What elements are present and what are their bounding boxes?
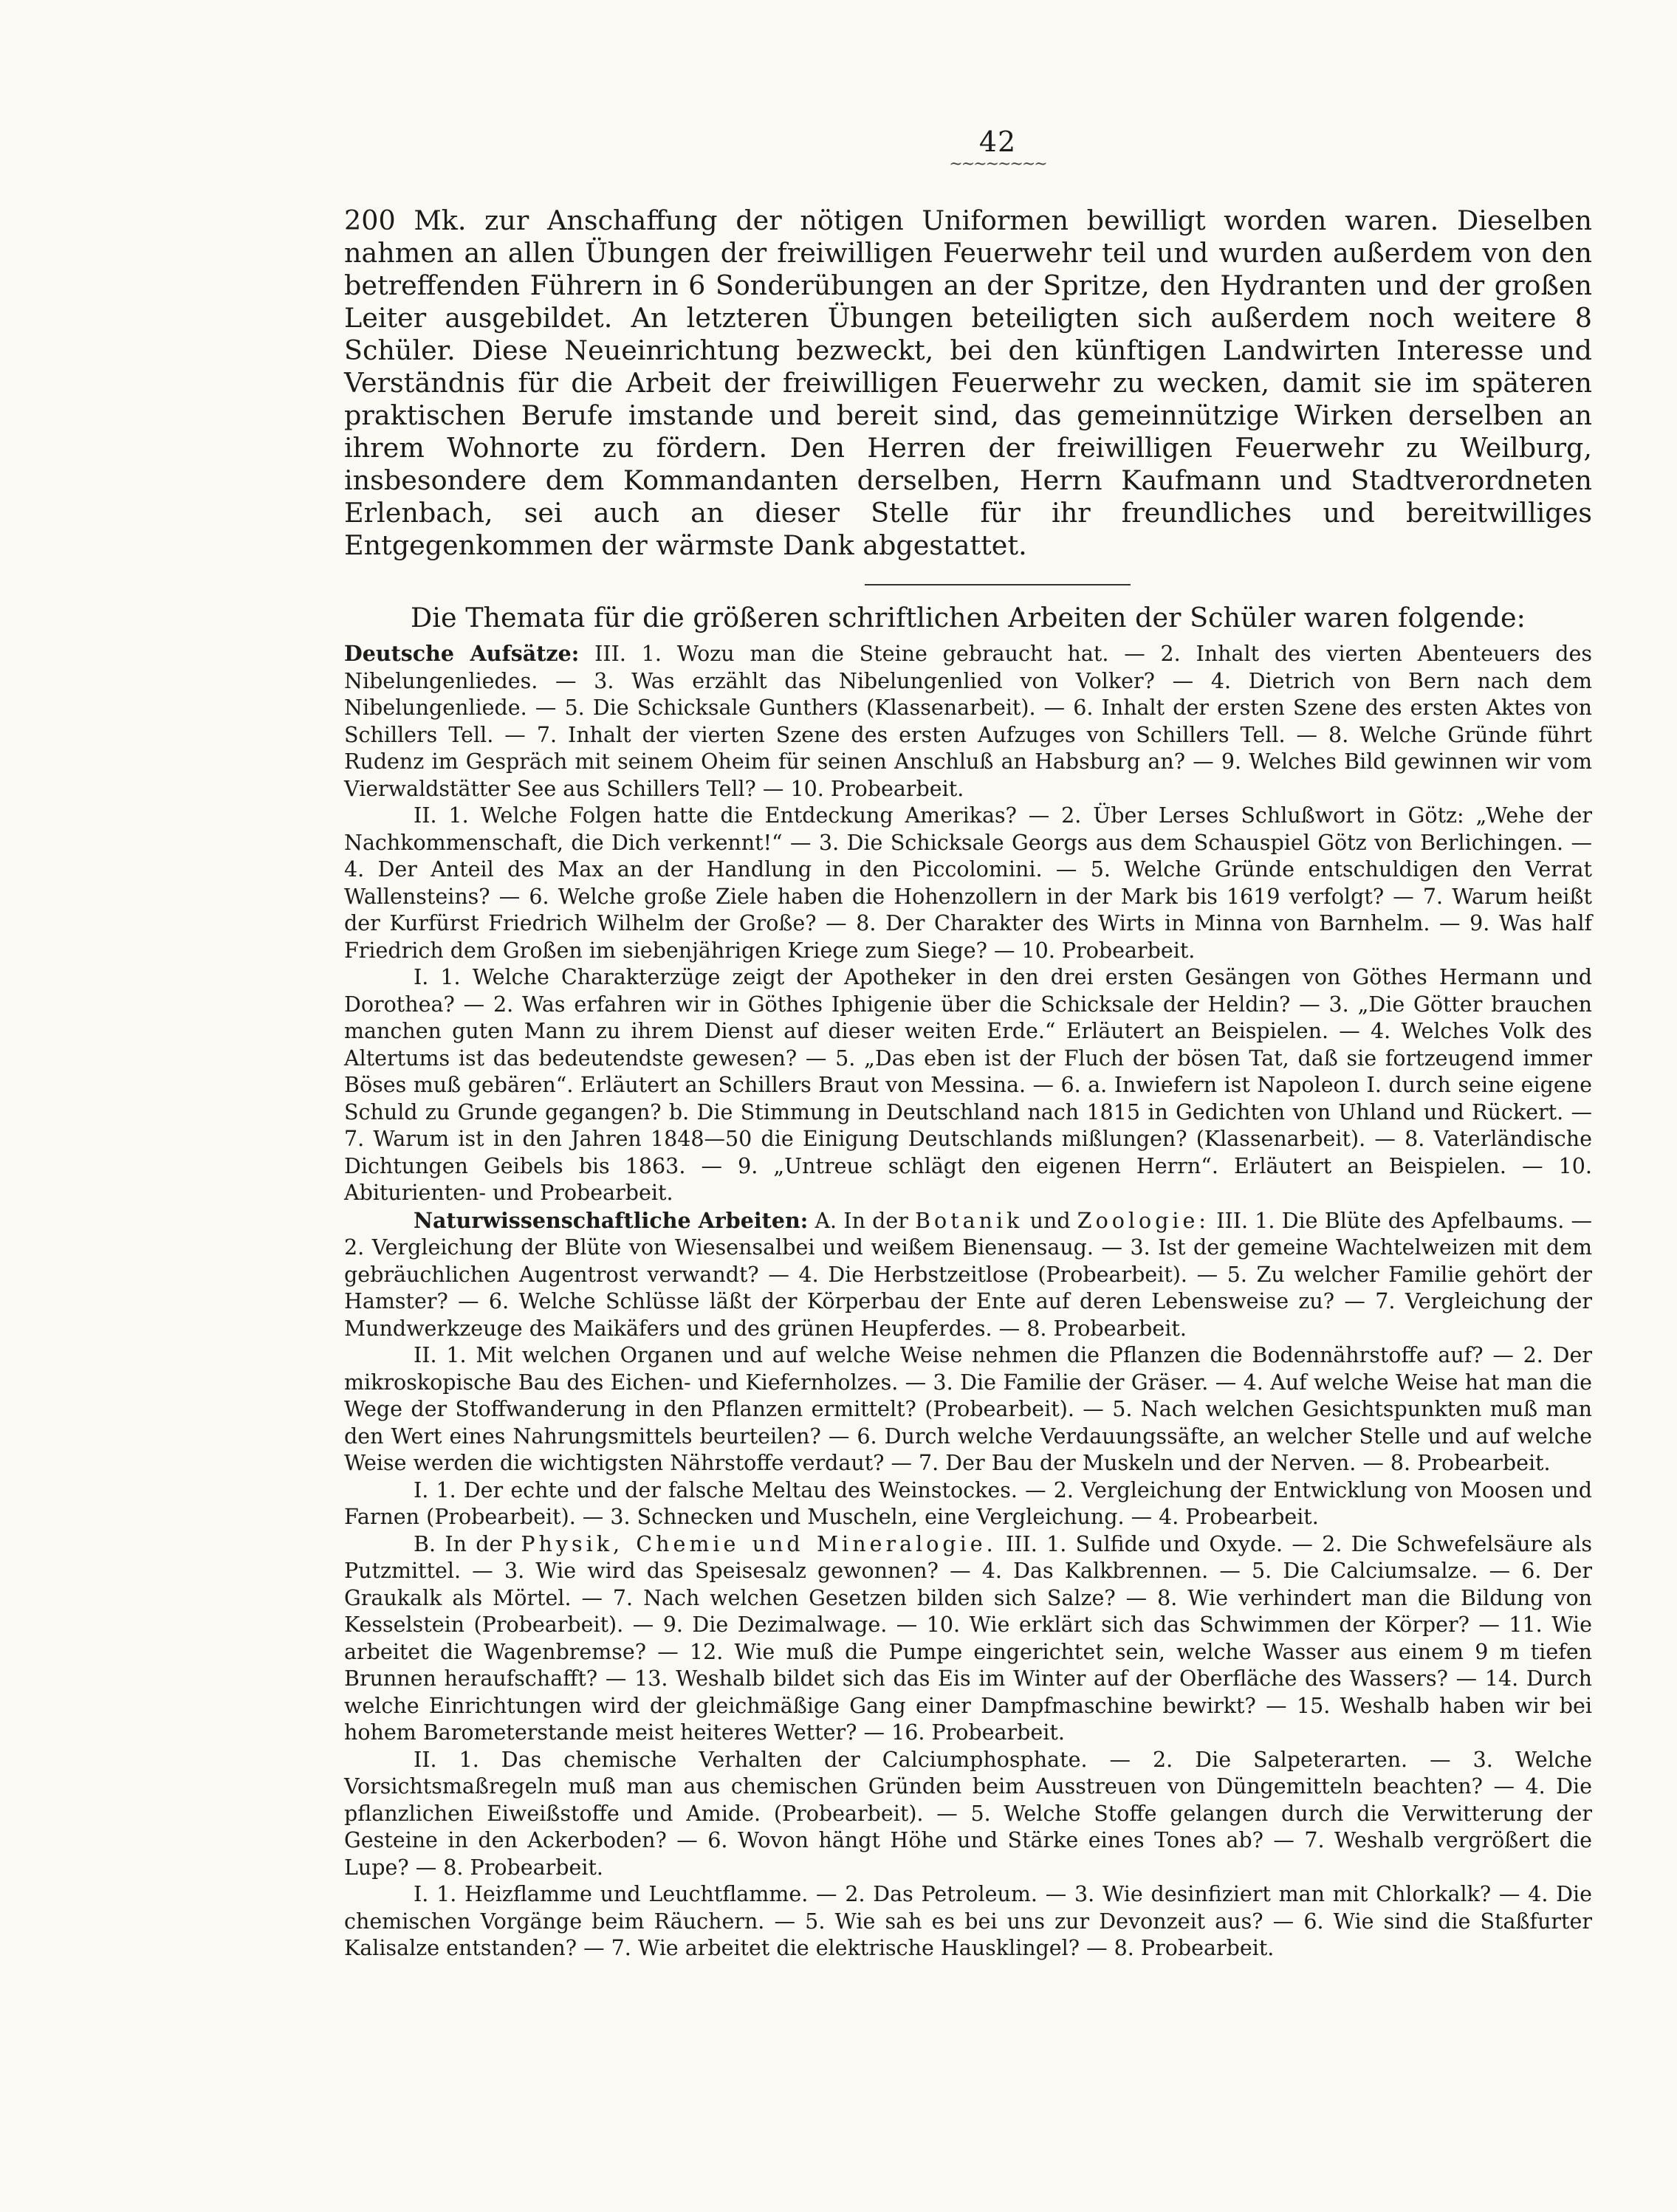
natur-a-iii: [344, 1207, 1592, 1343]
section-divider: [865, 584, 1131, 585]
deutsch-ii: II. 1. Welche Folgen hatte die Entdeckung Amerikas? — 2. Über Lerses Schlußwort in Götz: „Wehe der Nachkommenschaft, die Dich verkennt!“ — 3. Die Schicksale Georgs aus dem Schauspiel Götz von Berlichingen. — 4. Der Anteil des Max an der Handlung in den Piccolomini. — 5. Welche Gründe entschuldigen den Verrat Wallensteins? — 6. Welche große Ziele haben die Hohenzollern in der Mark bis 1619 verfolgt? — 7. Warum heißt der Kurfürst Friedrich Wilhelm der Große? — 8. Der Charakter des Wirts in Minna von Barnhelm. — 9. Was half Friedrich dem Großen im siebenjährigen Kriege zum Siege? — 10. Probearbeit.: [344, 803, 1592, 963]
natur-a-und: und: [1029, 1208, 1071, 1233]
deutsch-iii: [344, 640, 1592, 803]
natur-a-intro: A. In der: [815, 1208, 908, 1233]
natur-a-ii: II. 1. Mit welchen Organen und auf welche Weise nehmen die Pflanzen die Bodennährstoffe auf? — 2. Der mikroskopische Bau des Eichen- und Kiefernholzes. — 3. Die Familie der Gräser. — 4. Auf welche Weise hat man die Wege der Stoffwanderung in den Pflanzen ermittelt? (Probearbeit). — 5. Nach welchen Gesichtspunkten muß man den Wert eines Nahrungsmittels beurteilen? — 6. Durch welche Verdauungssäfte, an welcher Stelle und auf welche Weise werden die wichtigsten Nährstoffe verdaut? — 7. Der Bau der Muskeln und der Nerven. — 8. Probearbeit.: [344, 1343, 1592, 1475]
natur-b-intro: B. In der: [414, 1531, 512, 1556]
deutsch-iii-text: III. 1. Wozu man die Steine gebraucht hat. — 2. Inhalt des vierten Abenteuers des Nibelungenliedes. — 3. Was erzählt das Nibelungenlied von Volker? — 4. Dietrich von Bern nach dem Nibelungenliede. — 5. Die Schicksale Gunthers (Klassenarbeit). — 6. Inhalt der ersten Szene des ersten Aktes von Schillers Tell. — 7. Inhalt der vierten Szene des ersten Aufzuges von Schillers Tell. — 8. Welche Gründe führt Rudenz im Gespräch mit seinem Oheim für seinen Anschluß an Habsburg an? — 9. Welches Bild gewinnen wir vom Vierwaldstätter See aus Schillers Tell? — 10. Probearbeit.: [344, 642, 1593, 801]
intro-paragraph: 200 Mk. zur Anschaffung der nötigen Uniformen bewilligt worden waren. Dieselben nahmen an allen Übungen der freiwilligen Feuerwehr teil und wurden außerdem von den betreffenden Führern in 6 Sonderübungen an der Spritze, den Hydranten und der großen Leiter ausgebildet. An letzteren Übungen beteiligten sich außerdem noch weitere 8 Schüler. Diese Neueinrichtung bezweckt, bei den künftigen Landwirten Interesse und Verständnis für die Arbeit der freiwilligen Feuerwehr zu wecken, damit sie im späteren praktischen Berufe imstande und bereit sind, das gemeinnützige Wirken derselben an ihrem Wohnorte zu fördern. Den Herren der freiwilligen Feuerwehr zu Weilburg, insbesondere dem Kommandanten derselben, Herrn Kaufmann und Stadtverordneten Erlenbach, sei auch an dieser Stelle für ihr freundliches und bereitwilliges Entgegenkommen der wärmste Dank abgestattet.: [344, 205, 1592, 561]
natur-a-subject2: Zoologie:: [1077, 1208, 1210, 1233]
page-number: 42: [978, 126, 1017, 158]
natur-label: Naturwissenschaftliche Arbeiten:: [414, 1207, 809, 1233]
natur-b-subjects: Physik, Chemie und Mineralogie.: [521, 1531, 997, 1556]
natur-b-iii-text: III. 1. Sulfide und Oxyde. — 2. Die Schwefelsäure als Putzmittel. — 3. Wie wird das Speisesalz gewonnen? — 4. Das Kalkbrennen. — 5. Die Calciumsalze. — 6. Der Graukalk als Mörtel. — 7. Nach welchen Gesetzen bilden sich Salze? — 8. Wie verhindert man die Bildung von Kesselstein (Probearbeit). — 9. Die Dezimalwage. — 10. Wie erklärt sich das Schwimmen der Körper? — 11. Wie arbeitet die Wagenbremse? — 12. Wie muß die Pumpe eingerichtet sein, welche Wasser aus einem 9 m tiefen Brunnen heraufschafft? — 13. Weshalb bildet sich das Eis im Winter auf der Oberfläche des Wassers? — 14. Durch welche Einrichtungen wird der gleichmäßige Gang einer Dampfmaschine bewirkt? — 15. Weshalb haben wir bei hohem Barometerstande meist heiteres Wetter? — 16. Probearbeit.: [344, 1531, 1593, 1745]
themes-body: [344, 640, 1592, 1962]
natur-b-i: I. 1. Heizflamme und Leuchtflamme. — 2. Das Petroleum. — 3. Wie desinfiziert man mit Chlorkalk? — 4. Die chemischen Vorgänge beim Räuchern. — 5. Wie sah es bei uns zur Devonzeit aus? — 6. Wie sind die Staßfurter Kalisalze entstanden? — 7. Wie arbeitet die elektrische Hausklingel? — 8. Probearbeit.: [344, 1882, 1592, 1960]
themes-heading: Die Themata für die größeren schriftlichen Arbeiten der Schüler waren folgende:: [411, 602, 1526, 633]
natur-a-iii-text: III. 1. Die Blüte des Apfelbaums. — 2. Vergleichung der Blüte von Wiesensalbei und weißem Bienensaug. — 3. Ist der gemeine Wachtelweizen mit dem gebräuchlichen Augentrost verwandt? — 4. Die Herbstzeitlose (Probearbeit). — 5. Zu welcher Familie gehört der Hamster? — 6. Welche Schlüsse läßt der Körperbau der Ente auf deren Lebensweise zu? — 7. Vergleichung der Mundwerkzeuge des Maikäfers und des grünen Heupferdes. — 8. Probearbeit.: [344, 1208, 1593, 1341]
natur-b-iii: [344, 1531, 1592, 1747]
deutsch-i: I. 1. Welche Charakterzüge zeigt der Apotheker in den drei ersten Gesängen von Göthes Hermann und Dorothea? — 2. Was erfahren wir in Göthes Iphigenie über die Schicksale der Heldin? — 3. „Die Götter brauchen manchen guten Mann zu ihrem Dienst auf dieser weiten Erde.“ Erläutert an Beispielen. — 4. Welches Volk des Altertums ist das bedeutendste gewesen? — 5. „Das eben ist der Fluch der bösen Tat, daß sie fortzeugend immer Böses muß gebären“. Erläutert an Schillers Braut von Messina. — 6. a. Inwiefern ist Napoleon I. durch seine eigene Schuld zu Grunde gegangen? b. Die Stimmung in Deutschland nach 1815 in Gedichten von Uhland und Rückert. — 7. Warum ist in den Jahren 1848—50 die Einigung Deutschlands mißlungen? (Klassenarbeit). — 8. Vaterländische Dichtungen Geibels bis 1863. — 9. „Untreue schlägt den eigenen Herrn“. Erläutert an Beispielen. — 10. Abiturienten- und Probearbeit.: [344, 965, 1592, 1205]
ornament: ~~~~~~~~: [949, 155, 1046, 174]
natur-a-i: I. 1. Der echte und der falsche Meltau des Weinstockes. — 2. Vergleichung der Entwicklung von Moosen und Farnen (Probearbeit). — 3. Schnecken und Muscheln, eine Vergleichung. — 4. Probearbeit.: [344, 1477, 1592, 1529]
deutsch-label: Deutsche Aufsätze:: [344, 641, 580, 666]
natur-a-subject1: Botanik: [915, 1208, 1023, 1233]
page: [344, 126, 1592, 1962]
natur-b-ii: II. 1. Das chemische Verhalten der Calciumphosphate. — 2. Die Salpeterarten. — 3. Welche Vorsichtsmaßregeln muß man aus chemischen Gründen beim Ausstreuen von Düngemitteln beachten? — 4. Die pflanzlichen Eiweißstoffe und Amide. (Probearbeit). — 5. Welche Stoffe gelangen durch die Verwitterung der Gesteine in den Ackerboden? — 6. Wovon hängt Höhe und Stärke eines Tones ab? — 7. Weshalb vergrößert die Lupe? — 8. Probearbeit.: [344, 1747, 1592, 1880]
